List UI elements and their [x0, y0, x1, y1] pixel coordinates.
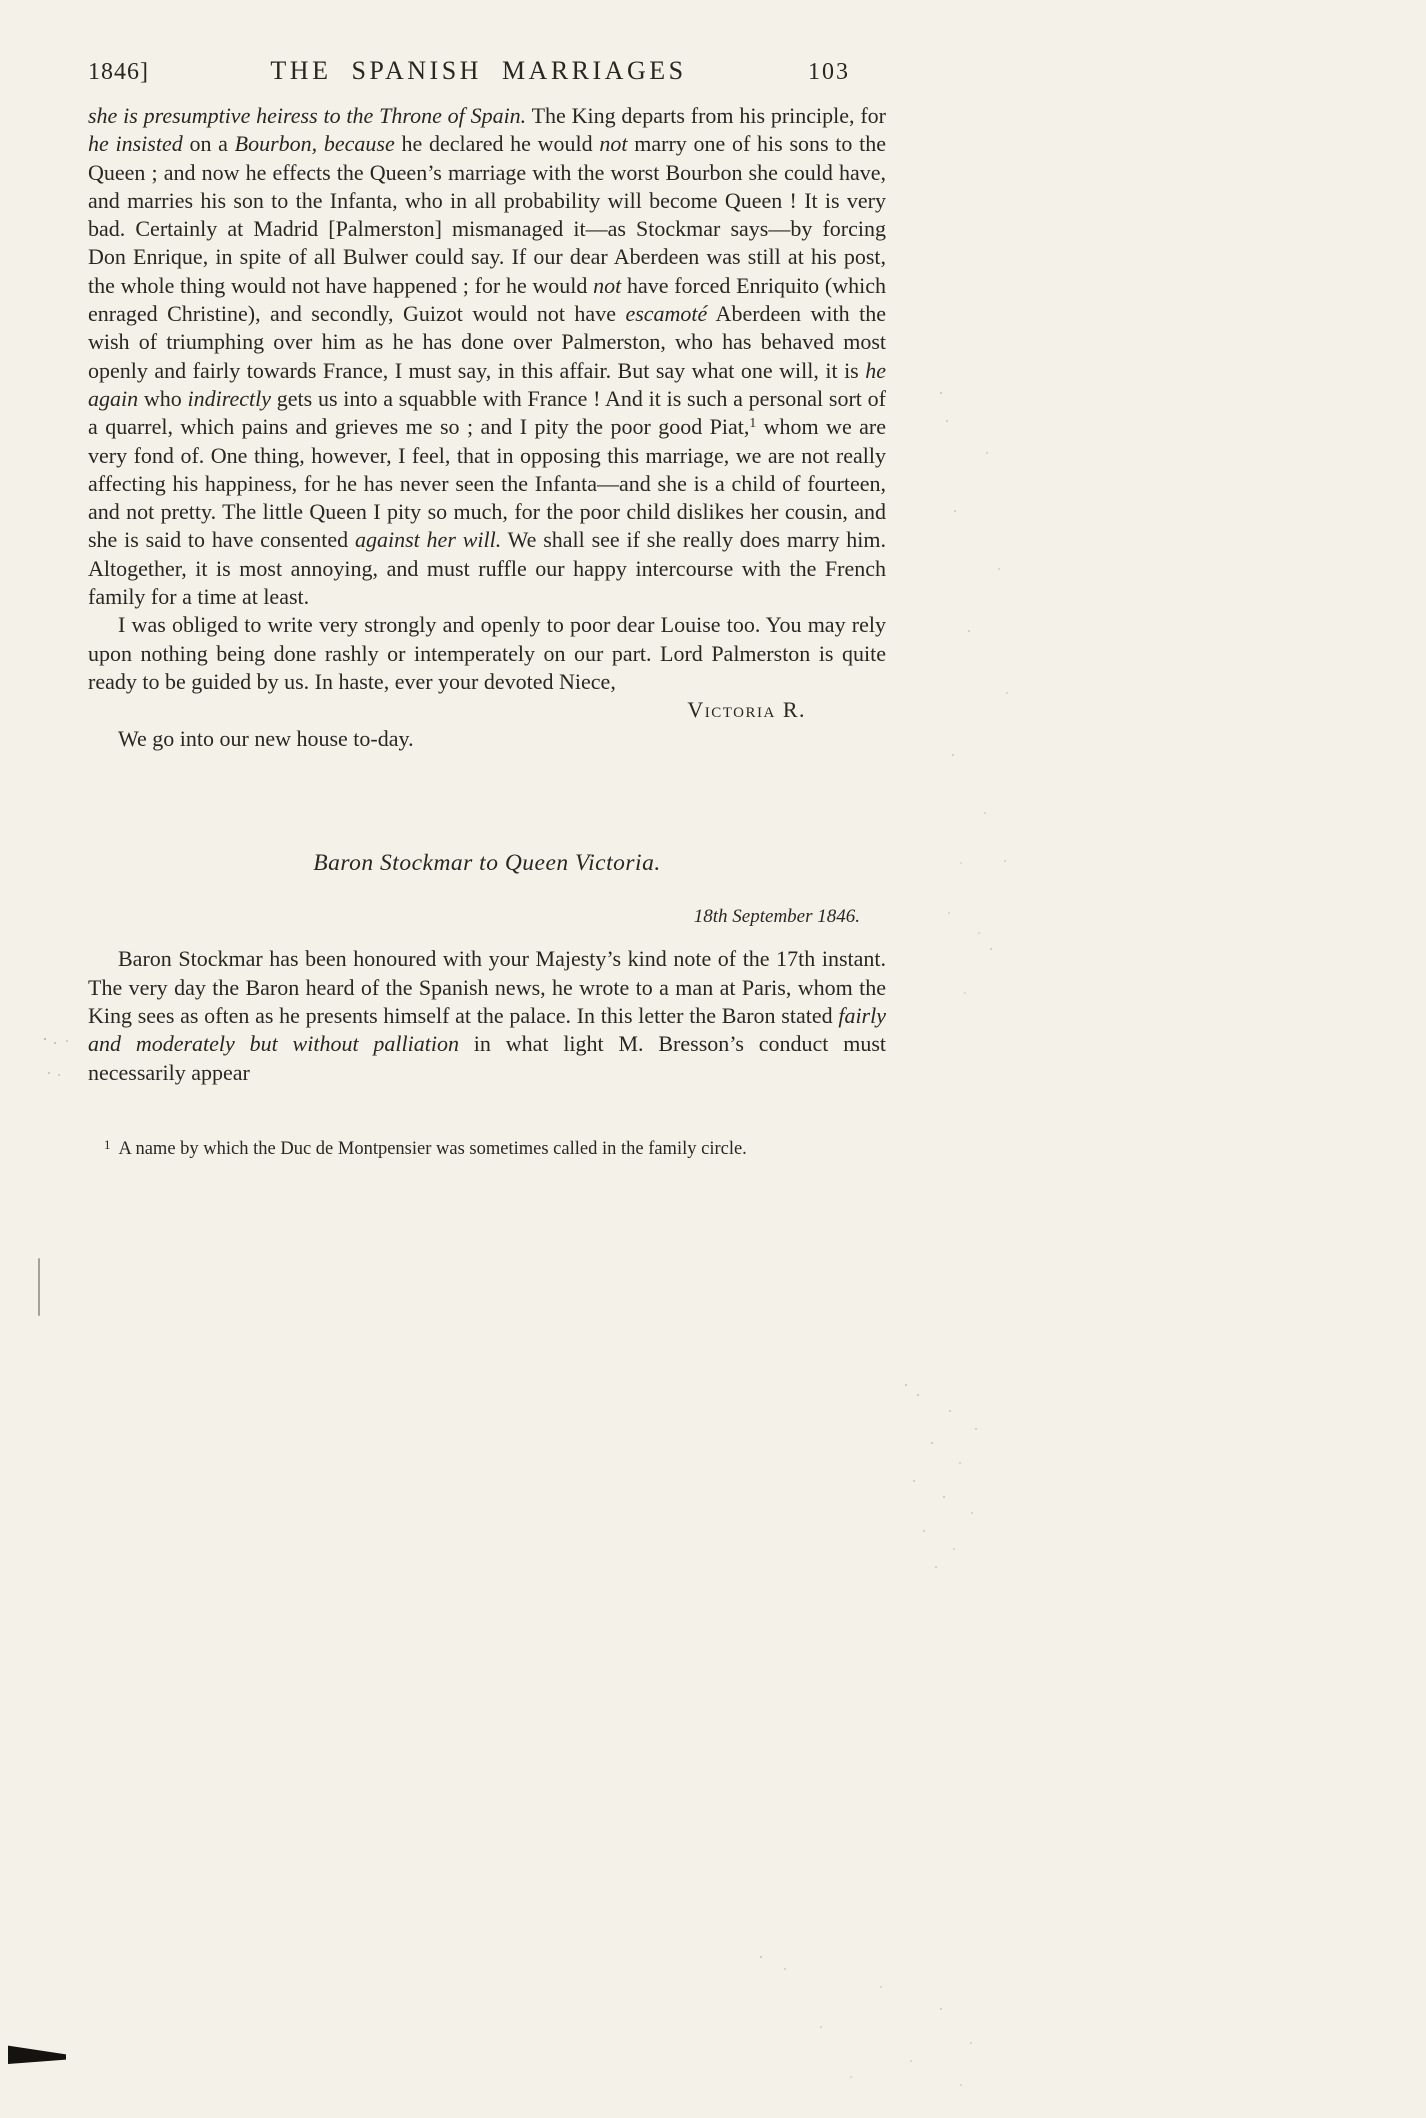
- scan-noise-bottom: [760, 1956, 762, 1958]
- letter-paragraph-2: [88, 611, 886, 696]
- running-head: [88, 56, 884, 86]
- letter-paragraph-1: [88, 102, 886, 611]
- text-run: I was obliged to write very strongly and openly to poor dear Louise too. You may rely upon nothing being done rashly or intemperately on our part. Lord Palmerston is quite ready to be guided by us. In haste, ever your devoted Niece,: [88, 612, 886, 694]
- footnote-text: A name by which the Duc de Montpensier was sometimes called in the family circle.: [118, 1138, 747, 1159]
- scan-stray-dots: [44, 1038, 46, 1040]
- emphasis-text: against her will.: [354, 527, 502, 553]
- header-year: 1846]: [88, 59, 149, 85]
- text-run: marry one of his sons to the Queen ; and now he effects the Queen’s marriage with the worst Bourbon she could have, and marries his son to the Infanta, who in all probability will become Queen ! It is very bad. Certainly at Madrid [Palmerston] mismanaged it—as Stockmar says—by forcing Don Enrique, in spite of all Bulwer could say. If our dear Aberdeen was still at his post, the whole thing would not have happened ; for he would: [88, 131, 887, 298]
- text-run: We go into our new house to-day.: [118, 725, 414, 751]
- text-run: Baron Stockmar has been honoured with your Majesty’s kind note of the 17th instant. The very day the Baron heard of the Spanish news, he wrote to a man at Paris, whom the King sees as often as he presents himself at the palace. In this letter the Baron stated: [88, 946, 886, 1029]
- emphasis-text: Bourbon, because: [234, 131, 395, 157]
- emphasis-text: escamoté: [625, 301, 708, 327]
- text-run: gets us into a squabble with France ! And it is such a personal sort of a quarrel, which pains and grieves me so ; and I pity the poor good Piat,: [88, 385, 886, 440]
- emphasis-text: he insisted: [88, 131, 183, 157]
- footnote-ref: 1: [749, 415, 757, 431]
- header-page-number: 103: [808, 59, 850, 85]
- text-run: he declared he would: [394, 131, 600, 157]
- text-run: We shall see if she really does marry him. Altogether, it is most annoying, and must ruffle our happy intercourse with the French family for a time at least.: [88, 527, 887, 610]
- text-run: who: [138, 385, 188, 411]
- letter-paragraph-3: [88, 725, 886, 753]
- text-run: whom we are very fond of. One thing, however, I feel, that in opposing this marriage, we are not really affecting his happiness, for he has never seen the Infanta—and she is a child of fourteen, and not pretty. The little Queen I pity so much, for the poor child dislikes her cousin, and she is said to have consented: [88, 414, 886, 553]
- text-run: The King departs from his principle, for: [526, 103, 886, 128]
- emphasis-text: not: [593, 272, 622, 298]
- text-run: Aberdeen with the wish of triumphing over him as he has done over Palmerston, who has behaved most openly and fairly towards France, I must say, in this affair. But say what one will, it is: [88, 301, 886, 383]
- signature-line: [88, 696, 886, 724]
- scan-stray-mark: [38, 1258, 40, 1316]
- footnote: [104, 1133, 886, 1161]
- scan-noise-right: [940, 392, 942, 394]
- emphasis-text: he again: [88, 357, 886, 411]
- footnote-number: 1: [104, 1136, 111, 1152]
- header-title: THE SPANISH MARRIAGES: [270, 56, 687, 85]
- text-run: on a: [182, 131, 235, 157]
- ink-smudge: [8, 2044, 66, 2064]
- date-line: 18th September 1846.: [693, 906, 860, 928]
- text-run: have forced Enriquito (which enraged Christine), and secondly, Guizot would not have: [88, 272, 886, 327]
- scan-noise-mid: [905, 1384, 907, 1386]
- text-block: [88, 102, 886, 1161]
- text-run: in what light M. Bresson’s conduct must necessarily appear: [88, 1031, 887, 1085]
- section-heading: Baron Stockmar to Queen Victoria.: [313, 849, 661, 876]
- emphasis-text: fairly and moderately but without palliation: [88, 1003, 886, 1057]
- section-paragraph-1: [88, 945, 886, 1086]
- emphasis-text: she is presumptive heiress to the Throne of Spain.: [88, 103, 527, 128]
- emphasis-text: not: [599, 131, 628, 157]
- signature-name: Victoria R.: [687, 697, 806, 723]
- emphasis-text: indirectly: [187, 385, 272, 411]
